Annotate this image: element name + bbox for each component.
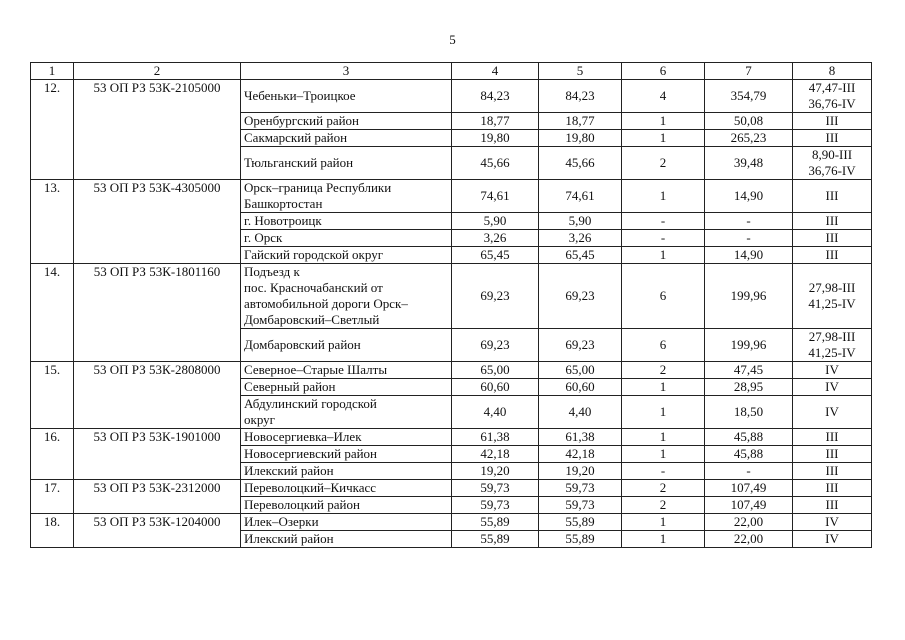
category-cell <box>793 180 872 213</box>
value-cell-c5: 45,66 <box>539 147 622 180</box>
cell-line: Переволоцкий–Кичкасс <box>244 480 377 495</box>
cell-line: III <box>825 247 839 262</box>
header-cell: 2 <box>74 63 241 80</box>
cell-line: III <box>825 188 839 203</box>
table-row <box>31 80 872 113</box>
road-code-cell: 53 ОП РЗ 53К-4305000 <box>74 180 241 264</box>
value-cell-c5: 65,00 <box>539 362 622 379</box>
road-name-cell <box>241 247 452 264</box>
cell-line: IV <box>825 362 839 377</box>
category-cell <box>793 480 872 497</box>
road-name-cell <box>241 264 452 329</box>
road-code-cell: 53 ОП РЗ 53К-1801160 <box>74 264 241 362</box>
value-cell-c4: 65,45 <box>452 247 539 264</box>
header-row <box>31 63 872 80</box>
value-cell-c5: 3,26 <box>539 230 622 247</box>
road-name-cell <box>241 446 452 463</box>
cell-line: Северный район <box>244 379 336 394</box>
value-cell-c7: 354,79 <box>705 80 793 113</box>
row-number-cell: 12. <box>31 80 74 180</box>
value-cell-c6: 1 <box>622 130 705 147</box>
value-cell-c5: 69,23 <box>539 329 622 362</box>
value-cell-c4: 19,80 <box>452 130 539 147</box>
cell-line: 36,76-IV <box>808 96 856 111</box>
cell-line: IV <box>825 404 839 419</box>
value-cell-c5: 55,89 <box>539 514 622 531</box>
category-cell <box>793 247 872 264</box>
value-cell-c7: 22,00 <box>705 514 793 531</box>
value-cell-c4: 69,23 <box>452 264 539 329</box>
value-cell-c6: - <box>622 230 705 247</box>
cell-line: 47,47-III <box>808 80 856 95</box>
value-cell-c5: 74,61 <box>539 180 622 213</box>
table-row <box>31 180 872 213</box>
value-cell-c4: 74,61 <box>452 180 539 213</box>
cell-line: Подъезд к <box>244 264 300 279</box>
value-cell-c6: - <box>622 213 705 230</box>
road-name-cell <box>241 80 452 113</box>
value-cell-c4: 61,38 <box>452 429 539 446</box>
value-cell-c6: 2 <box>622 147 705 180</box>
header-cell: 7 <box>705 63 793 80</box>
road-name-cell <box>241 230 452 247</box>
road-name-cell <box>241 396 452 429</box>
cell-line: III <box>825 446 839 461</box>
cell-line: 8,90-III <box>811 147 853 162</box>
roads-table <box>30 62 872 548</box>
cell-line: Башкортостан <box>244 196 323 211</box>
cell-line: 27,98-III <box>808 329 856 344</box>
value-cell-c7: 28,95 <box>705 379 793 396</box>
value-cell-c5: 61,38 <box>539 429 622 446</box>
header-cell: 5 <box>539 63 622 80</box>
value-cell-c7: 45,88 <box>705 446 793 463</box>
cell-line: автомобильной дороги Орск– <box>244 296 408 311</box>
value-cell-c5: 84,23 <box>539 80 622 113</box>
value-cell-c6: 4 <box>622 80 705 113</box>
category-cell <box>793 463 872 480</box>
header-cell: 4 <box>452 63 539 80</box>
value-cell-c6: - <box>622 463 705 480</box>
cell-line: III <box>825 130 839 145</box>
row-number-cell: 18. <box>31 514 74 548</box>
value-cell-c7: 107,49 <box>705 480 793 497</box>
cell-line: Илекский район <box>244 463 334 478</box>
value-cell-c4: 65,00 <box>452 362 539 379</box>
value-cell-c6: 1 <box>622 113 705 130</box>
road-name-cell <box>241 130 452 147</box>
value-cell-c5: 19,80 <box>539 130 622 147</box>
table-row <box>31 429 872 446</box>
cell-line: IV <box>825 379 839 394</box>
road-code-cell: 53 ОП РЗ 53К-2808000 <box>74 362 241 429</box>
value-cell-c6: 1 <box>622 446 705 463</box>
category-cell <box>793 329 872 362</box>
value-cell-c4: 18,77 <box>452 113 539 130</box>
cell-line: III <box>825 213 839 228</box>
cell-line: III <box>825 463 839 478</box>
category-cell <box>793 264 872 329</box>
value-cell-c5: 55,89 <box>539 531 622 548</box>
cell-line: Тюльганский район <box>244 155 354 170</box>
road-name-cell <box>241 379 452 396</box>
value-cell-c5: 42,18 <box>539 446 622 463</box>
cell-line: округ <box>244 412 275 427</box>
road-name-cell <box>241 329 452 362</box>
value-cell-c6: 2 <box>622 497 705 514</box>
category-cell <box>793 80 872 113</box>
row-number-cell: 16. <box>31 429 74 480</box>
value-cell-c5: 65,45 <box>539 247 622 264</box>
cell-line: Илек–Озерки <box>244 514 319 529</box>
road-name-cell <box>241 180 452 213</box>
value-cell-c5: 18,77 <box>539 113 622 130</box>
cell-line: III <box>825 480 839 495</box>
cell-line: 27,98-III <box>808 280 856 295</box>
header-cell: 8 <box>793 63 872 80</box>
cell-line: IV <box>825 514 839 529</box>
value-cell-c4: 69,23 <box>452 329 539 362</box>
category-cell <box>793 379 872 396</box>
cell-line: Сакмарский район <box>244 130 348 145</box>
category-cell <box>793 497 872 514</box>
value-cell-c4: 42,18 <box>452 446 539 463</box>
value-cell-c5: 4,40 <box>539 396 622 429</box>
value-cell-c5: 69,23 <box>539 264 622 329</box>
value-cell-c7: - <box>705 213 793 230</box>
value-cell-c6: 1 <box>622 247 705 264</box>
value-cell-c6: 1 <box>622 396 705 429</box>
value-cell-c4: 4,40 <box>452 396 539 429</box>
road-name-cell <box>241 463 452 480</box>
value-cell-c6: 1 <box>622 429 705 446</box>
value-cell-c7: - <box>705 230 793 247</box>
value-cell-c7: 107,49 <box>705 497 793 514</box>
value-cell-c7: 18,50 <box>705 396 793 429</box>
cell-line: Оренбургский район <box>244 113 360 128</box>
cell-line: г. Орск <box>244 230 283 245</box>
category-cell <box>793 213 872 230</box>
value-cell-c4: 55,89 <box>452 531 539 548</box>
road-name-cell <box>241 429 452 446</box>
value-cell-c4: 5,90 <box>452 213 539 230</box>
cell-line: 41,25-IV <box>808 345 856 360</box>
value-cell-c7: 22,00 <box>705 531 793 548</box>
value-cell-c4: 59,73 <box>452 497 539 514</box>
road-code-cell: 53 ОП РЗ 53К-1204000 <box>74 514 241 548</box>
road-code-cell: 53 ОП РЗ 53К-2105000 <box>74 80 241 180</box>
category-cell <box>793 514 872 531</box>
cell-line: Чебеньки–Троицкое <box>244 88 356 103</box>
cell-line: Домбаровский–Светлый <box>244 312 380 327</box>
cell-line: III <box>825 113 839 128</box>
value-cell-c4: 59,73 <box>452 480 539 497</box>
header-cell: 6 <box>622 63 705 80</box>
value-cell-c6: 6 <box>622 329 705 362</box>
road-name-cell <box>241 147 452 180</box>
road-name-cell <box>241 213 452 230</box>
value-cell-c5: 59,73 <box>539 480 622 497</box>
cell-line: Гайский городской округ <box>244 247 384 262</box>
value-cell-c4: 19,20 <box>452 463 539 480</box>
value-cell-c4: 60,60 <box>452 379 539 396</box>
value-cell-c6: 1 <box>622 379 705 396</box>
value-cell-c4: 3,26 <box>452 230 539 247</box>
road-name-cell <box>241 480 452 497</box>
cell-line: 41,25-IV <box>808 296 856 311</box>
row-number-cell: 17. <box>31 480 74 514</box>
row-number-cell: 15. <box>31 362 74 429</box>
header-cell: 3 <box>241 63 452 80</box>
category-cell <box>793 446 872 463</box>
value-cell-c6: 1 <box>622 514 705 531</box>
cell-line: Илекский район <box>244 531 334 546</box>
value-cell-c6: 6 <box>622 264 705 329</box>
category-cell <box>793 531 872 548</box>
cell-line: Северное–Старые Шалты <box>244 362 388 377</box>
value-cell-c7: 45,88 <box>705 429 793 446</box>
value-cell-c7: 199,96 <box>705 264 793 329</box>
table-row <box>31 480 872 497</box>
cell-line: г. Новотроицк <box>244 213 322 228</box>
value-cell-c6: 2 <box>622 480 705 497</box>
category-cell <box>793 396 872 429</box>
cell-line: Абдулинский городской <box>244 396 377 411</box>
cell-line: 36,76-IV <box>808 163 856 178</box>
cell-line: Домбаровский район <box>244 337 361 352</box>
value-cell-c4: 45,66 <box>452 147 539 180</box>
row-number-cell: 14. <box>31 264 74 362</box>
value-cell-c4: 84,23 <box>452 80 539 113</box>
cell-line: III <box>825 230 839 245</box>
value-cell-c7: 14,90 <box>705 247 793 264</box>
value-cell-c6: 1 <box>622 180 705 213</box>
road-name-cell <box>241 514 452 531</box>
category-cell <box>793 113 872 130</box>
road-name-cell <box>241 497 452 514</box>
value-cell-c6: 1 <box>622 531 705 548</box>
value-cell-c6: 2 <box>622 362 705 379</box>
value-cell-c7: 50,08 <box>705 113 793 130</box>
cell-line: Переволоцкий район <box>244 497 360 512</box>
category-cell <box>793 230 872 247</box>
value-cell-c5: 60,60 <box>539 379 622 396</box>
cell-line: III <box>825 497 839 512</box>
category-cell <box>793 429 872 446</box>
page-number: 5 <box>449 32 456 47</box>
road-name-cell <box>241 362 452 379</box>
value-cell-c7: 265,23 <box>705 130 793 147</box>
value-cell-c7: 14,90 <box>705 180 793 213</box>
table-row <box>31 362 872 379</box>
value-cell-c7: - <box>705 463 793 480</box>
cell-line: Новосергиевка–Илек <box>244 429 362 444</box>
table-row <box>31 514 872 531</box>
road-name-cell <box>241 531 452 548</box>
category-cell <box>793 130 872 147</box>
cell-line: Новосергиевский район <box>244 446 378 461</box>
value-cell-c7: 199,96 <box>705 329 793 362</box>
row-number-cell: 13. <box>31 180 74 264</box>
value-cell-c4: 55,89 <box>452 514 539 531</box>
cell-line: пос. Красночабанский от <box>244 280 383 295</box>
header-cell: 1 <box>31 63 74 80</box>
value-cell-c5: 5,90 <box>539 213 622 230</box>
road-name-cell <box>241 113 452 130</box>
road-code-cell: 53 ОП РЗ 53К-2312000 <box>74 480 241 514</box>
table-body <box>31 63 872 548</box>
cell-line: IV <box>825 531 839 546</box>
category-cell <box>793 362 872 379</box>
value-cell-c5: 59,73 <box>539 497 622 514</box>
category-cell <box>793 147 872 180</box>
cell-line: Орск–граница Республики <box>244 180 392 195</box>
value-cell-c7: 47,45 <box>705 362 793 379</box>
table-row <box>31 264 872 329</box>
value-cell-c7: 39,48 <box>705 147 793 180</box>
value-cell-c5: 19,20 <box>539 463 622 480</box>
road-code-cell: 53 ОП РЗ 53К-1901000 <box>74 429 241 480</box>
cell-line: III <box>825 429 839 444</box>
